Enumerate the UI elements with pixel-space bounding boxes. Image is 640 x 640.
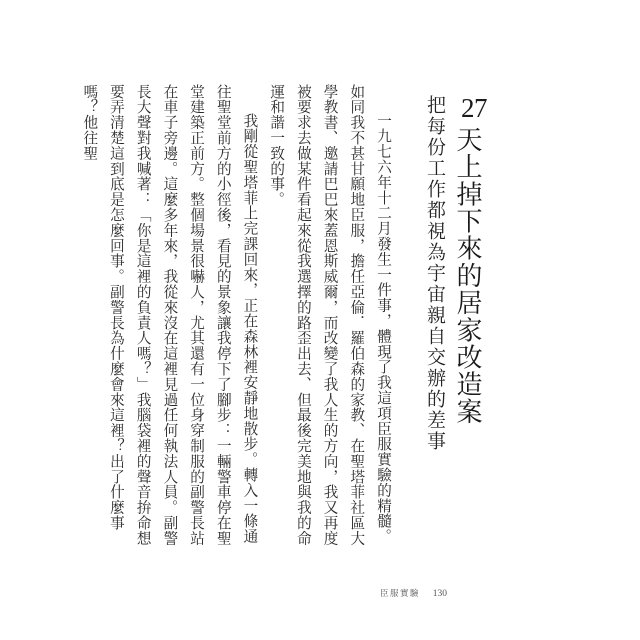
body-paragraph: 一九七六年十二月發生一件事，體現了我這項臣服實驗的精髓。如同我不甚甘願地臣服，擔任亞倫．羅伯森的家教、在聖塔菲社區大學教書、邀請巴巴來蓋恩斯威爾，而改變了我人生的方向，我又再度被要求去做某件看起來從我選擇的路歪出去、但最後完美地與我的命運和諧一致的事。: [268, 84, 392, 546]
chapter-title: 天上掉下來的居家改造案: [452, 126, 482, 426]
body-paragraph: 我剛從聖塔菲上完課回來，正在森林裡安靜地散步。轉入一條通往聖堂前方的小徑後，看見的景象讓我停下了腳步：一輛警車停在聖堂建築正前方。整個場景很嚇人，尤其還有一位身穿制服的副警長站在車子旁邊。這麼多年來，我從來沒在這裡見過任何執法人員。副警長大聲對我喊著：「你是這裡的負責人嗎？」我腦袋裡的聲音拚命想要弄清楚這到底是怎麼回事。副警長為什麼會來這裡？出了什麼事嗎？他往聖: [81, 84, 259, 546]
chapter-number: 27: [461, 93, 487, 123]
page-number: 130: [432, 589, 447, 599]
chapter-subtitle: 把每份工作都視為宇宙親自交辦的差事: [424, 95, 446, 452]
body-text: [81, 84, 396, 554]
page-footer: [380, 586, 490, 602]
running-book-title: 臣服實驗: [380, 589, 421, 599]
